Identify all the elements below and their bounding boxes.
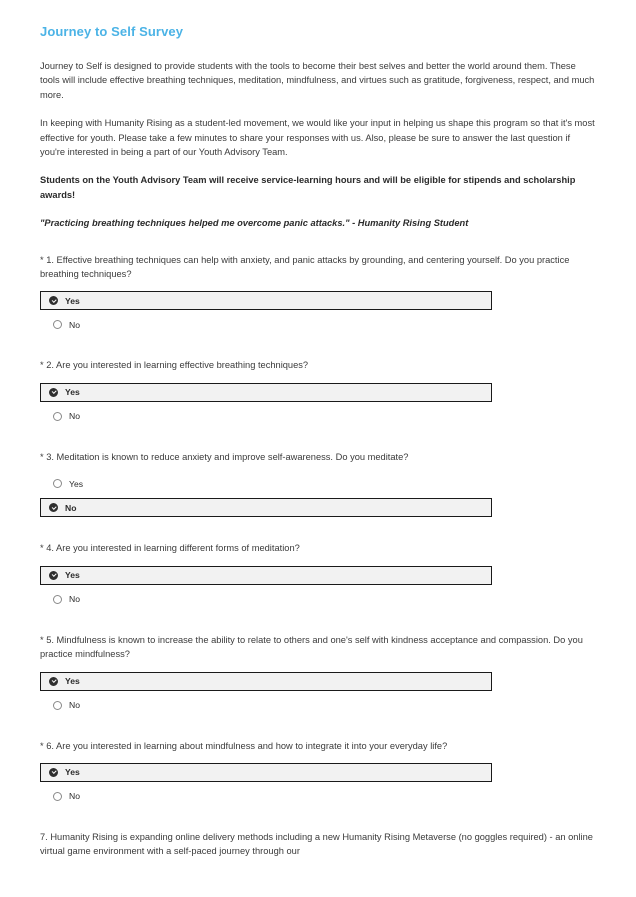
option-label: Yes [65,767,80,778]
required-marker-5: * [40,634,44,645]
option-label: Yes [65,570,80,581]
question-4-option-yes[interactable] [40,566,492,585]
question-1-option-yes[interactable] [40,291,492,310]
question-4-option-no[interactable] [40,590,596,609]
radio-empty-icon [53,792,62,801]
question-6-text [40,739,596,753]
option-label: No [69,594,80,605]
question-3-option-no[interactable] [40,498,492,517]
radio-checked-icon [49,296,58,305]
intro-paragraph-2: In keeping with Humanity Rising as a student-led movement, we would like your input in helping us shape this program so that it's most effective for youth. Please take a few minutes to share your responses with us. Also, please be sure to answer the last question if you're interested in being a part of our Youth Advisory Team. [40,118,595,158]
question-2-text [40,358,596,372]
radio-empty-icon [53,412,62,421]
required-marker-6: * [40,740,44,751]
question-1-option-no[interactable] [40,315,596,334]
option-label: No [69,700,80,710]
bold-note: Students on the Youth Advisory Team will receive service-learning hours and will be eligible for stipends and scholarship awards! [40,175,576,200]
question-5-option-no[interactable] [40,696,596,715]
question-5-option-yes[interactable] [40,672,492,691]
radio-checked-icon [49,677,58,686]
option-label: No [65,502,77,513]
question-3-text [40,450,596,464]
question-3 [40,450,596,517]
radio-empty-icon [53,479,62,488]
radio-empty-icon [53,595,62,604]
required-marker-2: * [40,360,44,371]
question-2 [40,358,596,425]
question-4 [40,541,596,608]
radio-empty-icon [53,320,62,329]
question-1 [40,253,596,335]
question-2-label: 2. Are you interested in learning effective breathing techniques? [46,360,309,371]
required-marker-3: * [40,451,44,462]
option-label: Yes [65,387,80,398]
radio-checked-icon [49,768,58,777]
question-7 [40,830,596,859]
question-5-text [40,633,596,662]
option-label: No [69,791,80,802]
question-1-text [40,253,596,282]
question-6-option-no[interactable] [40,787,596,806]
required-marker-4: * [40,543,44,554]
option-label: No [69,319,80,330]
question-2-option-yes[interactable] [40,383,492,402]
question-6-label: 6. Are you interested in learning about mindfulness and how to integrate it into your everyday life? [46,740,448,751]
question-6 [40,739,596,806]
question-4-label: 4. Are you interested in learning different forms of meditation? [46,543,300,554]
question-1-label: 1. Effective breathing techniques can help with anxiety, and panic attacks by grounding, and centering yourself. Do you practice breathing techniques? [40,254,570,280]
radio-checked-icon [49,503,58,512]
option-label: Yes [65,676,80,686]
question-7-text: 7. Humanity Rising is expanding online delivery methods including a new Humanity Rising Metaverse (no goggles required) - an online virtual game environment with a self-paced journey through our [40,831,593,857]
option-label: Yes [69,478,84,489]
radio-checked-icon [49,388,58,397]
intro-paragraph-1: Journey to Self is designed to provide students with the tools to become their best selves and better the world around them. These tools will include effective breathing techniques, meditation, mindfulness, and virtues such as gratitude, forgiveness, respect, and much more. [40,61,595,100]
radio-empty-icon [53,701,62,710]
option-label: Yes [65,295,80,306]
option-label: No [69,411,80,422]
question-3-option-yes[interactable] [40,474,596,493]
question-3-label: 3. Meditation is known to reduce anxiety and improve self-awareness. Do you meditate? [46,451,409,462]
student-quote: "Practicing breathing techniques helped me overcome panic attacks." - Humanity Rising Student [40,218,469,229]
radio-checked-icon [49,571,58,580]
question-4-text [40,541,596,555]
page-title: Journey to Self Survey [40,24,184,39]
question-5-label: 5. Mindfulness is known to increase the ability to relate to others and one's self with kindness acceptance and compassion. Do you practice mindfulness? [40,634,583,660]
question-6-option-yes[interactable] [40,763,492,782]
question-5 [40,633,596,715]
required-marker-1: * [40,254,44,265]
question-2-option-no[interactable] [40,407,596,426]
